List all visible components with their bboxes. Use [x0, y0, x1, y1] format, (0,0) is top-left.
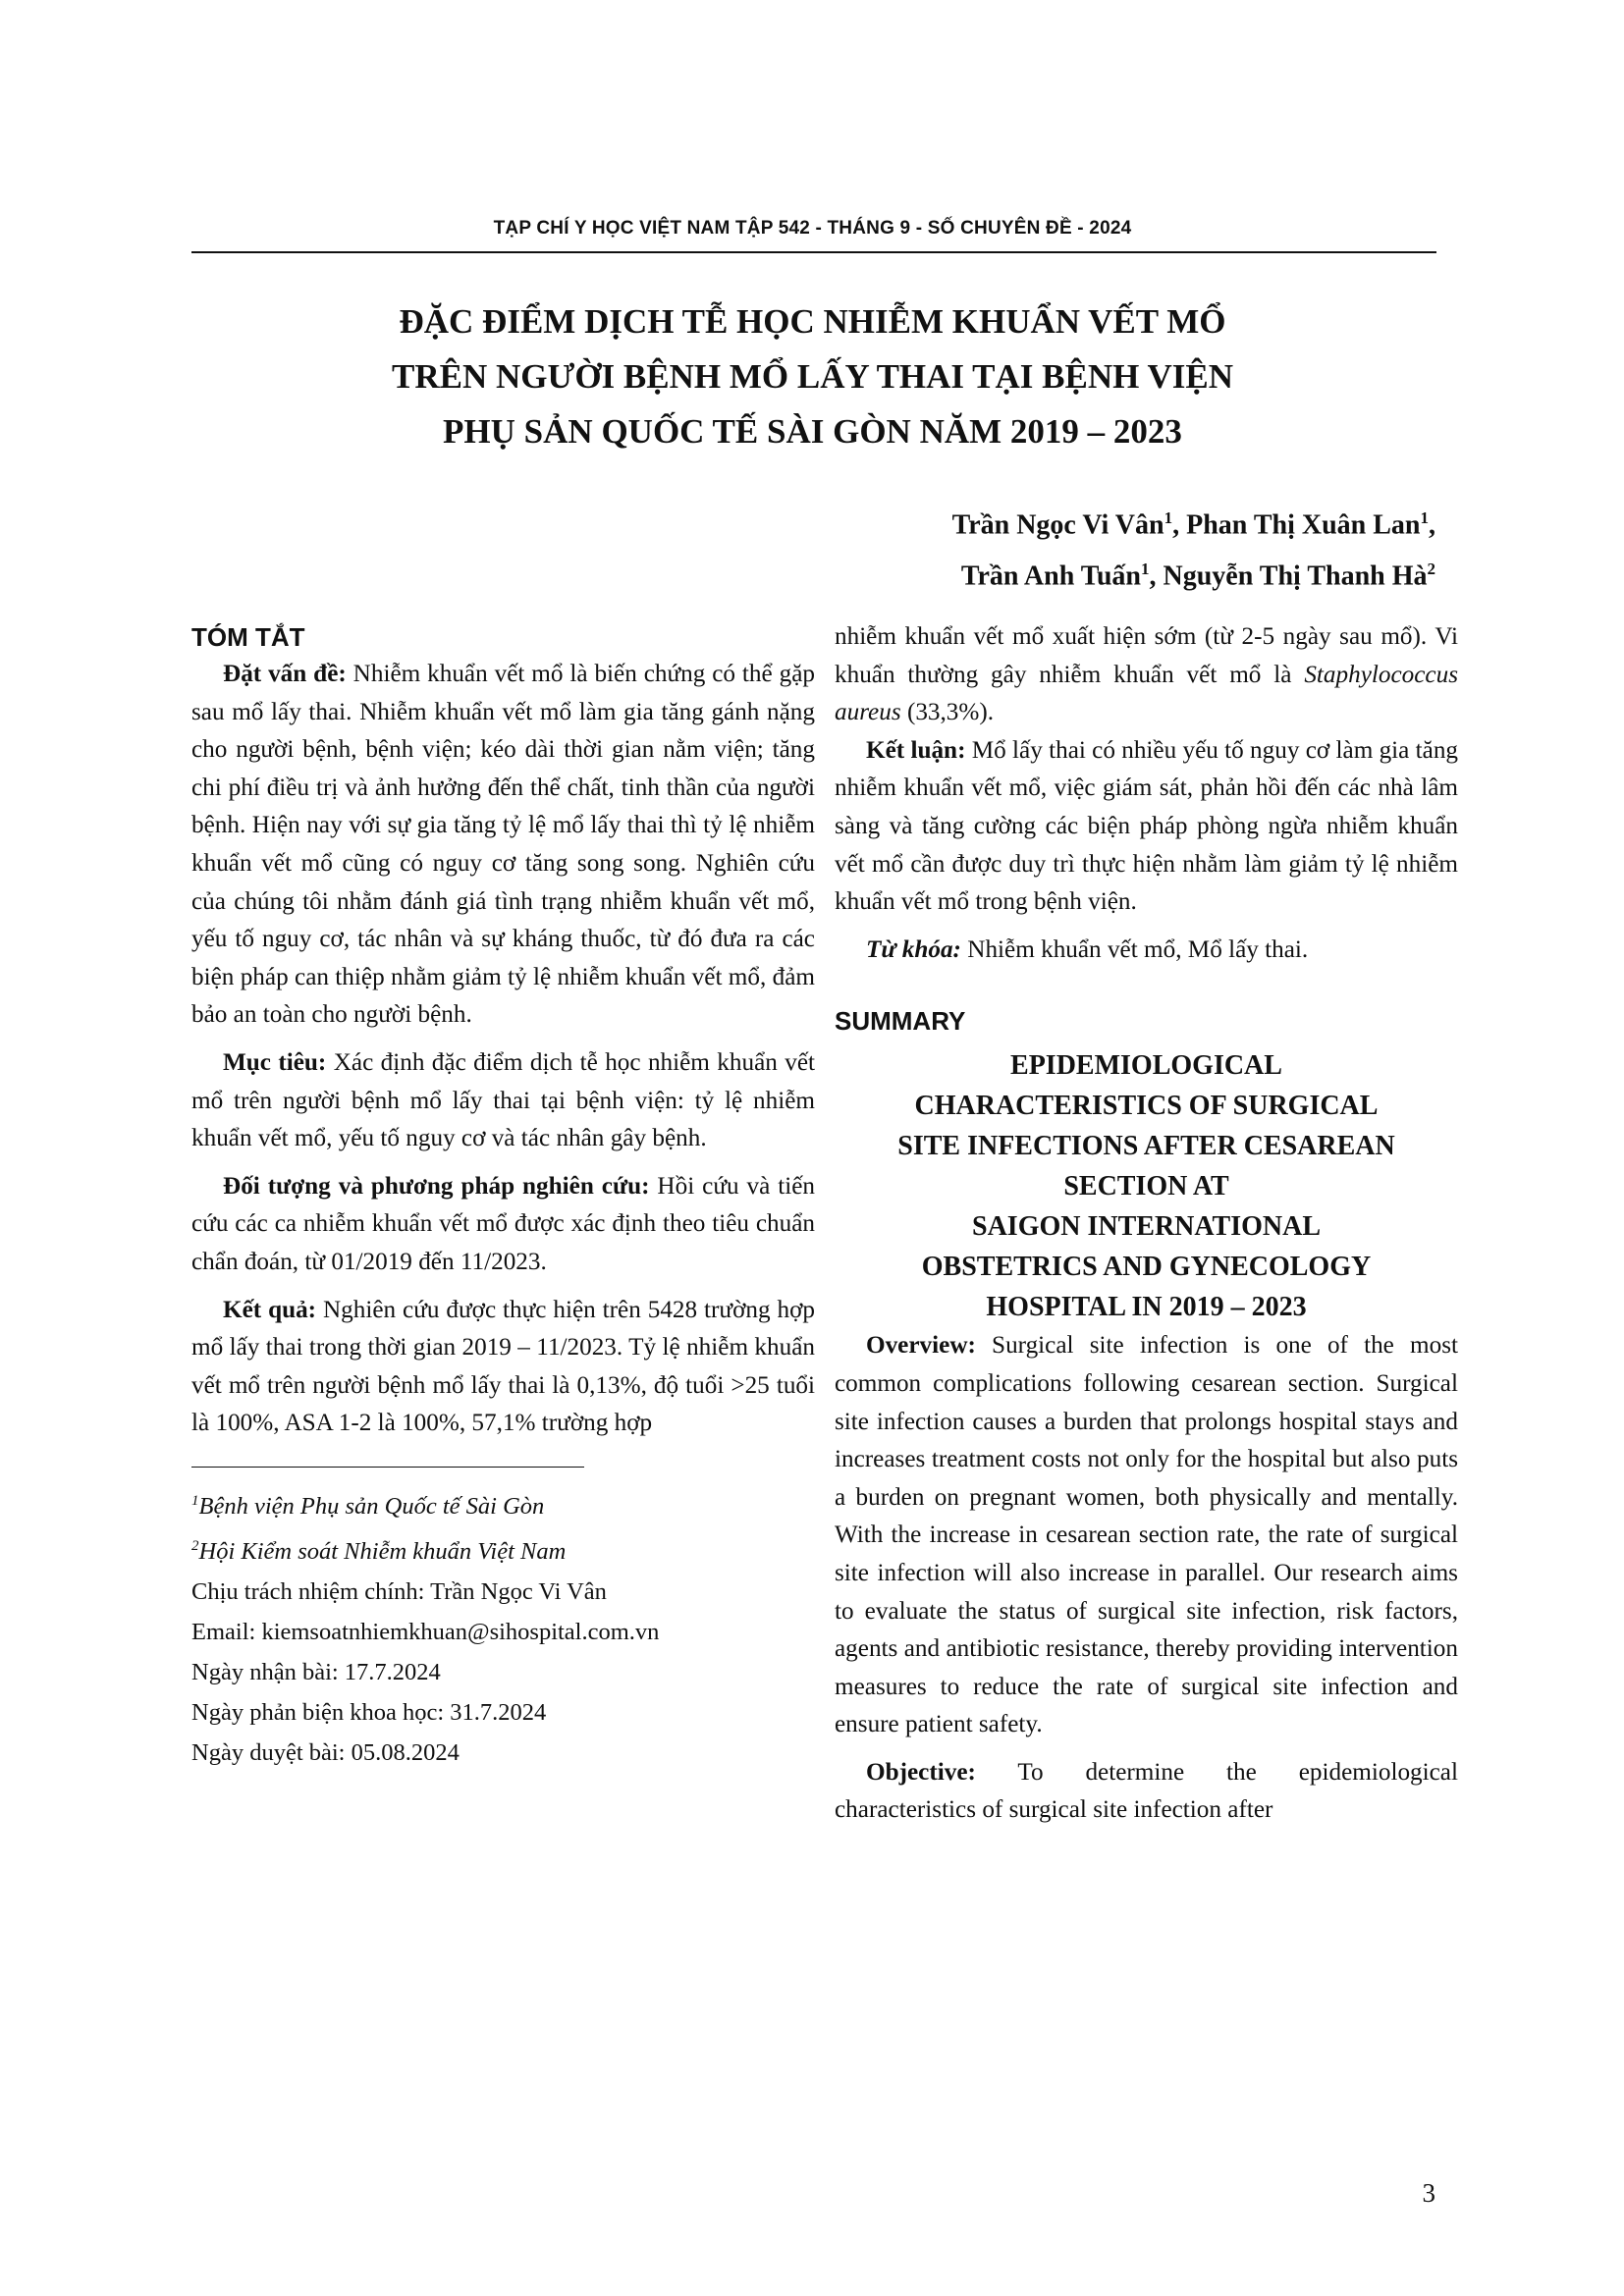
author-name: Trần Anh Tuấn	[960, 561, 1142, 592]
english-title-line: SAIGON INTERNATIONAL	[972, 1211, 1321, 1243]
affiliation-text: Bệnh viện Phụ sản Quốc tế Sài Gòn	[198, 1493, 545, 1521]
right-column	[835, 618, 1458, 1830]
summary-heading: SUMMARY	[835, 1006, 966, 1037]
species-name: Staphylococcus aureus	[835, 661, 1458, 726]
journal-running-header: TẠP CHÍ Y HỌC VIỆT NAM TẬP 542 - THÁNG 9 - SỐ CHUYÊN ĐỀ - 2024	[493, 218, 1132, 239]
paragraph-text: Mổ lấy thai có nhiều yếu tố nguy cơ làm gia tăng nhiễm khuẩn vết mổ, việc giám sát, phản hồi đến các nhà lâm sàng và tăng cường các biện pháp phòng ngừa nhiễm khuẩn vết mổ cần được duy trì thực hiện nhằm làm giảm tỷ lệ nhiễm khuẩn vết mổ trong bệnh viện.	[835, 736, 1459, 916]
corresponding-author: Chịu trách nhiệm chính: Trần Ngọc Vi Vân	[191, 1578, 607, 1606]
abstract-background	[191, 656, 815, 1035]
abstract-conclusion	[835, 732, 1458, 922]
english-title-line: OBSTETRICS AND GYNECOLOGY	[921, 1252, 1372, 1283]
affiliation-text: Hội Kiểm soát Nhiễm khuẩn Việt Nam	[198, 1538, 567, 1566]
affiliation-marker: 1	[1141, 560, 1150, 579]
page-number: 3	[1422, 2178, 1435, 2208]
paragraph-label: Objective:	[866, 1758, 976, 1786]
abstract-heading: TÓM TẮT	[191, 622, 305, 652]
abstract-objective	[191, 1044, 815, 1158]
english-title	[835, 1045, 1458, 1327]
english-title-line: SITE INFECTIONS AFTER CESAREAN	[897, 1131, 1395, 1162]
english-title-line: HOSPITAL IN 2019 – 2023	[986, 1292, 1307, 1323]
author-list	[952, 496, 1435, 599]
affiliation-marker: 2	[1427, 560, 1435, 579]
paragraph-text: Hồi cứu và tiến cứu các ca nhiễm khuẩn vết mổ được xác định theo tiêu chuẩn chẩn đoán, từ 01/2019 đến 11/2023.	[191, 1172, 815, 1275]
affiliation-marker: 1	[191, 1492, 199, 1509]
footnotes	[191, 1481, 815, 1773]
header-rule	[191, 251, 1436, 253]
article-title	[191, 294, 1434, 459]
paragraph-label: Đối tượng và phương pháp nghiên cứu:	[223, 1172, 650, 1200]
title-line: TRÊN NGƯỜI BỆNH MỔ LẤY THAI TẠI BỆNH VIỆN	[391, 357, 1233, 396]
paragraph-label: Kết quả:	[223, 1296, 317, 1323]
author-line	[952, 547, 1435, 598]
paragraph-text: nhiễm khuẩn vết mổ xuất hiện sớm (từ 2-5 ngày sau mổ). Vi khuẩn thường gây nhiễm khuẩn vết mổ là	[835, 623, 1458, 688]
english-title-line: EPIDEMIOLOGICAL	[1010, 1050, 1282, 1082]
abstract-methods	[191, 1168, 815, 1282]
english-title-line: CHARACTERISTICS OF SURGICAL	[914, 1091, 1379, 1122]
summary-objective	[835, 1754, 1458, 1830]
author-name: Phan Thị Xuân Lan	[1186, 509, 1421, 541]
affiliation-2	[191, 1526, 815, 1572]
paragraph-text: Xác định đặc điểm dịch tễ học nhiễm khuẩn vết mổ trên người bệnh mổ lấy thai tại bệnh viện: tỷ lệ nhiễm khuẩn vết mổ, yếu tố nguy cơ và tác nhân gây bệnh.	[191, 1048, 815, 1152]
affiliation-marker: 1	[1420, 508, 1429, 527]
date-accepted: Ngày duyệt bài: 05.08.2024	[191, 1739, 460, 1767]
date-received: Ngày nhận bài: 17.7.2024	[191, 1659, 441, 1686]
paragraph-text: Surgical site infection is one of the most common complications following cesarean section. Surgical site infection causes a burden that prolongs hospital stays and increases treatment costs not only for the hospital but also puts a burden on pregnant women, both physically and mentally. With the increase in cesarean section rate, the rate of surgical site infection will also increase in parallel. Our research aims to evaluate the status of surgical site infection, risk factors, agents and antibiotic resistance, thereby providing intervention measures to reduce the rate of surgical site infection and ensure patient safety.	[835, 1332, 1458, 1738]
paragraph-label: Mục tiêu:	[223, 1048, 327, 1076]
author-line	[952, 496, 1435, 547]
affiliation-marker: 2	[191, 1538, 199, 1555]
paragraph-text: (33,3%).	[900, 699, 995, 726]
english-title-line: SECTION AT	[1063, 1171, 1229, 1202]
abstract-results	[191, 1292, 815, 1443]
date-reviewed: Ngày phản biện khoa học: 31.7.2024	[191, 1699, 547, 1727]
title-line: PHỤ SẢN QUỐC TẾ SÀI GÒN NĂM 2019 – 2023	[443, 412, 1182, 451]
author-name: Trần Ngọc Vi Vân	[951, 509, 1164, 541]
separator: ,	[1149, 561, 1164, 592]
separator: ,	[1429, 509, 1435, 541]
summary-overview	[835, 1327, 1458, 1744]
paragraph-label: Đặt vấn đề:	[223, 661, 347, 687]
title-line: ĐẶC ĐIỂM DỊCH TỄ HỌC NHIỄM KHUẨN VẾT MỔ	[399, 302, 1226, 341]
affiliation-marker: 1	[1164, 508, 1173, 527]
left-column	[191, 618, 815, 1773]
abstract-results-continued	[835, 618, 1458, 732]
author-name: Nguyễn Thị Thanh Hà	[1163, 561, 1428, 592]
paragraph-label: Overview:	[866, 1332, 976, 1360]
affiliation-1	[191, 1481, 815, 1526]
paragraph-text: Nhiễm khuẩn vết mổ, Mổ lấy thai.	[960, 935, 1309, 963]
separator: ,	[1172, 509, 1187, 541]
paragraph-text: Nhiễm khuẩn vết mổ là biến chứng có thể gặp sau mổ lấy thai. Nhiễm khuẩn vết mổ làm gia tăng gánh nặng cho người bệnh, bệnh viện; kéo dài thời gian nằm viện; tăng chi phí điều trị và ảnh hưởng đến thể chất, tinh thần của người bệnh. Hiện nay với sự gia tăng tỷ lệ mổ lấy thai thì tỷ lệ nhiễm khuẩn vết mổ cũng có nguy cơ tăng song song. Nghiên cứu của chúng tôi nhằm đánh giá tình trạng nhiễm khuẩn vết mổ, yếu tố nguy cơ, tác nhân và sự kháng thuốc, từ đó đưa ra các biện pháp can thiệp nhằm giảm tỷ lệ nhiễm khuẩn vết mổ, đảm bảo an toàn cho người bệnh.	[191, 661, 815, 1029]
paragraph-label: Từ khóa:	[866, 935, 961, 963]
abstract-keywords	[835, 932, 1458, 970]
paragraph-label: Kết luận:	[866, 736, 966, 764]
contact-email: Email: kiemsoatnhiemkhuan@sihospital.com.vn	[191, 1619, 660, 1646]
footnote-rule	[191, 1467, 584, 1468]
paragraph-text: To determine the epidemiological characteristics of surgical site infection after	[835, 1758, 1458, 1824]
paragraph-text: Nghiên cứu được thực hiện trên 5428 trường hợp mổ lấy thai trong thời gian 2019 – 11/2023. Tỷ lệ nhiễm khuẩn vết mổ trên người bệnh mổ lấy thai là 0,13%, độ tuổi >25 tuổi là 100%, ASA 1-2 là 100%, 57,1% trường hợp	[191, 1296, 815, 1437]
